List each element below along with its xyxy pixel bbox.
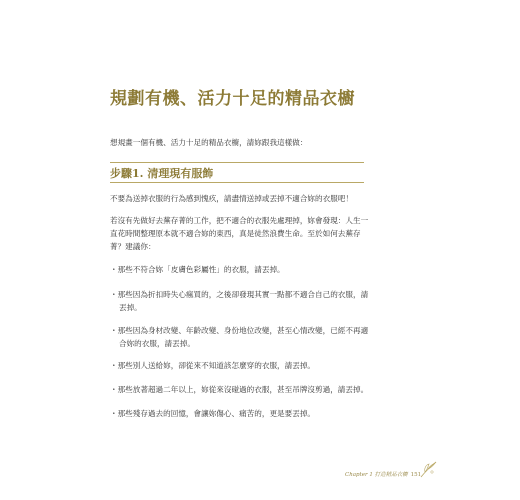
bullet-line: ・那些別人送給妳，卻從來不知道該怎麼穿的衣服，請丟掉。 bbox=[110, 361, 316, 370]
paragraph-2 bbox=[110, 214, 368, 253]
page-footer bbox=[345, 470, 421, 478]
step-heading: 步驟1. 清理現有服飾 bbox=[110, 167, 214, 180]
intro-text: 想規畫一個有機、活力十足的精品衣櫥，請妳跟我這樣做： bbox=[110, 138, 308, 147]
bullet-line: 丟掉。 bbox=[119, 303, 142, 312]
bullet-item bbox=[110, 383, 370, 396]
bullet-item bbox=[110, 359, 370, 372]
section-rule-bottom bbox=[110, 182, 364, 183]
chapter-label: Chapter 1 打造精品衣櫥 bbox=[345, 472, 408, 478]
bullet-line: ・那些放著超過二年以上，妳從來沒碰過的衣服，甚至吊牌沒剪過，請丟掉。 bbox=[110, 385, 369, 394]
floral-ornament-icon bbox=[418, 458, 440, 480]
paragraph-1: 不要為送掉衣服的行為感到愧疚，請盡情送掉或丟掉不適合妳的衣服吧！ bbox=[110, 194, 353, 203]
paragraph-2-line: 直花時間整理原本就不適合妳的東西，真是徒然浪費生命。至於如何去蕪存 bbox=[110, 229, 361, 238]
bullet-item bbox=[110, 263, 370, 276]
bullet-line: ・那些因為身材改變、年齡改變、身份地位改變，甚至心情改變，已經不再適 bbox=[110, 326, 369, 335]
paragraph-2-line: 菁？建議你： bbox=[110, 242, 156, 251]
bullet-item bbox=[110, 407, 370, 420]
page-number: 151 bbox=[410, 472, 422, 478]
page-title: 規劃有機、活力十足的精品衣櫥 bbox=[110, 89, 355, 109]
bullet-line: ・那些因為折扣時失心瘋買的，之後卻發現其實一點都不適合自己的衣服，請 bbox=[110, 290, 369, 299]
section-rule-top bbox=[110, 162, 364, 163]
paragraph-2-line: 若沒有先做好去蕪存菁的工作，把不適合的衣服先處理掉，妳會發現：人生一 bbox=[110, 216, 369, 225]
bullet-line: 合妳的衣服，請丟掉。 bbox=[119, 339, 195, 348]
bullet-line: ・那些殘存過去的回憶，會讓妳傷心、痛苦的，更是要丟掉。 bbox=[110, 409, 316, 418]
bullet-line: ・那些不符合妳「皮膚色彩屬性」的衣服，請丟掉。 bbox=[110, 265, 285, 274]
bullet-item bbox=[110, 288, 370, 314]
bullet-item bbox=[110, 324, 370, 350]
